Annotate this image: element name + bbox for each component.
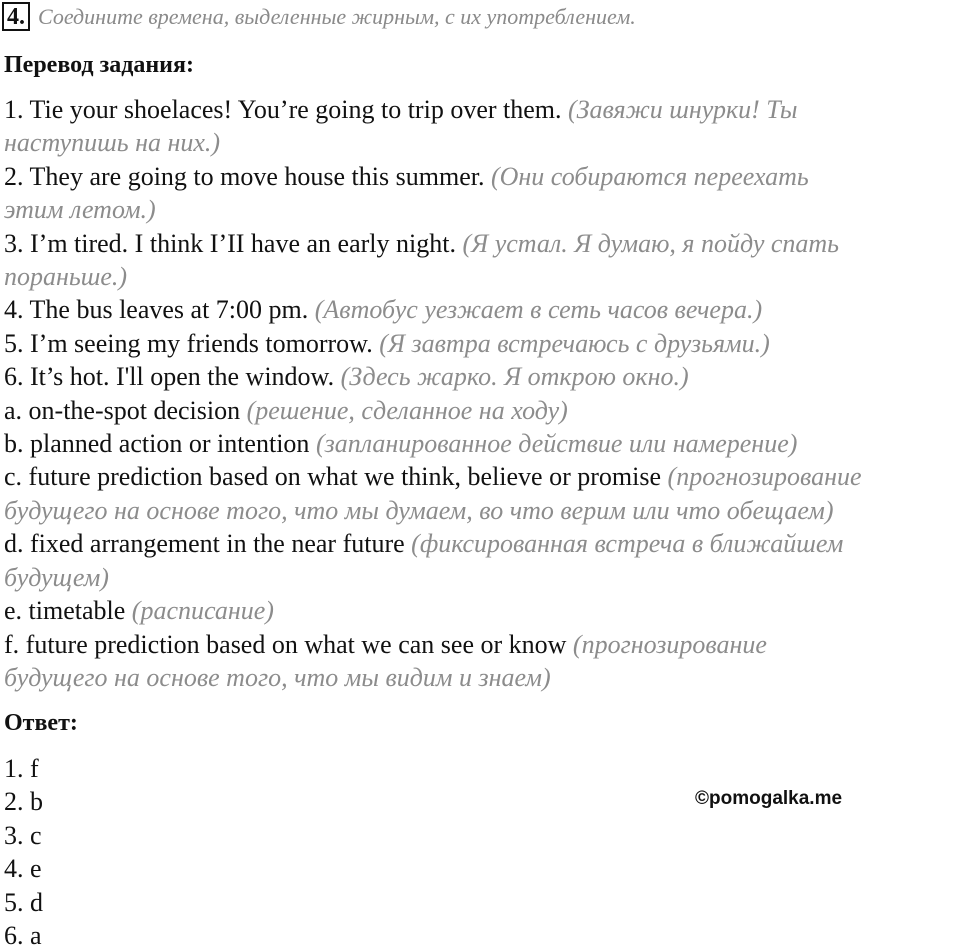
russian-translation: (Здесь жарко. Я открою окно.)	[340, 362, 689, 392]
russian-translation: (Завяжи шнурки! Ты	[568, 95, 798, 124]
russian-translation: (расписание)	[131, 596, 274, 626]
answer-item: 5. d	[4, 887, 43, 917]
english-text: 3. I’m tired. I think I’II have an early night.	[4, 228, 456, 258]
exercise-line	[4, 427, 960, 460]
exercise-line	[4, 527, 960, 560]
english-text: d. fixed arrangement in the near future	[4, 529, 405, 559]
exercise-line	[4, 260, 960, 293]
answer-item: 4. e	[4, 854, 42, 884]
russian-translation: (фиксированная встреча в ближайшем	[411, 529, 844, 559]
task-instruction: Соедините времена, выделенные жирным, с их употреблением.	[38, 3, 636, 29]
english-text: e. timetable	[4, 596, 126, 626]
exercise-line	[4, 494, 960, 527]
exercise-line	[4, 394, 960, 427]
exercise-lines	[4, 93, 960, 694]
russian-translation: (запланированное действие или намерение)	[315, 429, 798, 459]
exercise-line	[4, 360, 960, 393]
russian-translation: будущего на основе того, что мы видим и знаем)	[4, 662, 551, 692]
exercise-line	[4, 293, 960, 326]
exercise-line	[4, 628, 960, 661]
english-text: f. future prediction based on what we can see or know	[4, 629, 567, 659]
russian-translation: (Я устал. Я думаю, я пойду спать	[462, 228, 840, 258]
translation-heading: Перевод задания:	[4, 52, 194, 78]
exercise-line	[4, 561, 960, 594]
exercise-line	[4, 594, 960, 627]
russian-translation: (Я завтра встречаюсь с друзьями.)	[379, 328, 770, 358]
russian-translation: этим летом.)	[4, 195, 156, 225]
russian-translation: будущем)	[4, 562, 109, 592]
answer-item: 2. b	[4, 787, 43, 817]
answer-list	[4, 752, 43, 952]
russian-translation: (прогнозирование	[667, 462, 862, 492]
english-text: 6. It’s hot. I'll open the window.	[4, 362, 335, 392]
exercise-line	[4, 160, 960, 193]
answer-item: 6. a	[4, 921, 42, 951]
english-text: c. future prediction based on what we think, believe or promise	[4, 462, 662, 492]
english-text: 5. I’m seeing my friends tomorrow.	[4, 328, 373, 358]
exercise-line	[4, 227, 960, 260]
russian-translation: (Автобус уезжает в сеть часов вечера.)	[314, 295, 763, 325]
english-text: 2. They are going to move house this summer.	[4, 161, 485, 191]
english-text: 1. Tie your shoelaces! You’re going to trip over them.	[4, 95, 562, 124]
answer-item: 3. c	[4, 820, 42, 850]
russian-translation: пораньше.)	[4, 262, 128, 292]
russian-translation: (прогнозирование	[572, 629, 767, 659]
russian-translation: наступишь на них.)	[4, 128, 221, 158]
exercise-line	[4, 193, 960, 226]
exercise-line	[4, 126, 960, 159]
exercise-line	[4, 460, 960, 493]
russian-translation: (Они собираются переехать	[490, 161, 809, 191]
site-watermark: ©pomogalka.me	[695, 788, 843, 809]
exercise-line	[4, 93, 960, 126]
exercise-line	[4, 661, 960, 694]
task-header	[2, 2, 636, 31]
english-text: 4. The bus leaves at 7:00 pm.	[4, 295, 309, 325]
english-text: a. on-the-spot decision	[4, 395, 241, 425]
exercise-line	[4, 327, 960, 360]
answer-heading: Ответ:	[4, 710, 78, 736]
english-text: b. planned action or intention	[4, 429, 310, 459]
answer-item: 1. f	[4, 754, 39, 783]
task-number: 4.	[2, 2, 30, 31]
russian-translation: (решение, сделанное на ходу)	[246, 395, 568, 425]
russian-translation: будущего на основе того, что мы думаем, во что верим или что обещаем)	[4, 495, 834, 525]
